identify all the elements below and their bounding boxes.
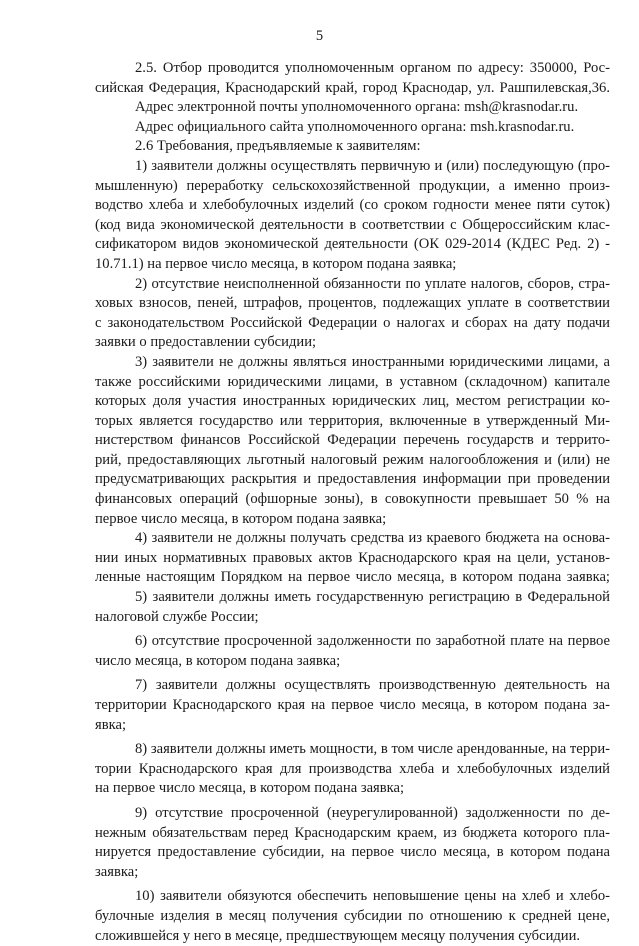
paragraph-line: сификатором видов экономической деятельности (ОК 029-2014 (КДЕС Ред. 2) - (95, 236, 610, 253)
paragraph-line: с законодательством Российской Федерации о налогах и сборах на дату подачи (95, 314, 610, 331)
paragraph-line: булочные изделия в месяц получения субсидии по отношению к средней цене, (95, 907, 610, 924)
paragraph-line: нежным обязательствам перед Краснодарским краем, из бюджета которого пла- (95, 824, 610, 841)
paragraph-line: 10) заявители обязуются обеспечить неповышение цены на хлеб и хлебо- (135, 888, 610, 905)
paragraph-line: 6) отсутствие просроченной задолженности по заработной плате на первое (135, 633, 610, 650)
paragraph-line: (код вида экономической деятельности в соответствии с Общероссийским клас- (95, 216, 610, 233)
paragraph-line: нируется предоставление субсидии, на первое число месяца, в котором подана (95, 844, 610, 861)
paragraph-line: 3) заявители не должны являться иностранными юридическими лицами, а (135, 353, 610, 370)
paragraph-line: 10.71.1) на первое число месяца, в котором подана заявка; (95, 255, 457, 272)
paragraph-line: сийская Федерация, Краснодарский край, город Краснодар, ул. Рашпилевская,36. (95, 79, 610, 96)
paragraph-line: первое число месяца, в котором подана заявка; (95, 510, 387, 527)
paragraph-line: предусматривающих раскрытия и предоставления информации при проведении (95, 471, 610, 488)
paragraph-line: сложившейся у него в месяце, предшествующем месяцу получения субсидии. (95, 927, 581, 944)
paragraph-line: территории Краснодарского края на первое число месяца, в котором подана за- (95, 697, 610, 713)
paragraph-line: мышленную) переработку сельскохозяйственной продукции, а именно произ- (95, 177, 610, 194)
page-number: 5 (315, 28, 324, 44)
paragraph-line: заявка; (95, 863, 139, 880)
paragraph-line: финансовых операций (офшорные зоны), в совокупности превышает 50 % на (95, 491, 610, 508)
paragraph-line: водство хлеба и хлебобулочных изделий (со сроком годности менее пяти суток) (95, 197, 610, 214)
paragraph-line: торых является государство или территория, включенные в утвержденный Ми- (95, 412, 610, 429)
paragraph-line: число месяца, в котором подана заявка; (95, 652, 341, 669)
paragraph-line: также российскими юридическими лицами, в уставном (складочном) капитале (95, 373, 610, 390)
paragraph-line: нистерством финансов Российской Федерации перечень государств и террито- (95, 432, 610, 449)
paragraph-line: 7) заявители должны осуществлять производственную деятельность на (135, 677, 610, 694)
paragraph-line: рий, предоставляющих льготный налоговый режим налогообложения и (или) не (95, 451, 610, 468)
paragraph-line: ленные настоящим Порядком на первое число месяца, в котором подана заявка; (95, 569, 610, 586)
paragraph-line: 2) отсутствие неисполненной обязанности по уплате налогов, сборов, стра- (135, 275, 610, 292)
paragraph-line: Адрес официального сайта уполномоченного органа: msh.krasnodar.ru. (135, 118, 575, 135)
paragraph-line: 2.5. Отбор проводится уполномоченным органом по адресу: 350000, Рос- (135, 60, 610, 76)
paragraph-line: нии иных нормативных правовых актов Краснодарского края на цели, установ- (95, 549, 610, 566)
paragraph-line: налоговой службе России; (95, 608, 259, 625)
paragraph-line: которых доля участия иностранных юридических лиц, местом регистрации ко- (95, 393, 610, 410)
paragraph-line: 5) заявители должны иметь государственную регистрацию в Федеральной (135, 589, 610, 606)
paragraph-line: 4) заявители не должны получать средства из краевого бюджета на основа- (135, 530, 610, 547)
paragraph-line: ховых взносов, пеней, штрафов, процентов, подлежащих уплате в соответствии (95, 295, 610, 312)
paragraph-line: Адрес электронной почты уполномоченного органа: msh@krasnodar.ru. (135, 99, 579, 116)
document-body (95, 59, 610, 946)
paragraph-line: заявки о предоставлении субсидии; (95, 334, 317, 351)
paragraph-line: 8) заявители должны иметь мощности, в том числе арендованные, на терри- (135, 741, 610, 758)
paragraph-line: 1) заявители должны осуществлять первичную и (или) последующую (про- (135, 157, 610, 174)
paragraph-line: явка; (95, 716, 127, 733)
paragraph-line: тории Краснодарского края для производства хлеба и хлебобулочных изделий (95, 760, 610, 777)
paragraph-line: на первое число месяца, в котором подана заявка; (95, 780, 405, 797)
paragraph-line: 9) отсутствие просроченной (неурегулированной) задолженности по де- (135, 804, 610, 821)
paragraph-line: 2.6 Требования, предъявляемые к заявителям: (135, 138, 421, 155)
